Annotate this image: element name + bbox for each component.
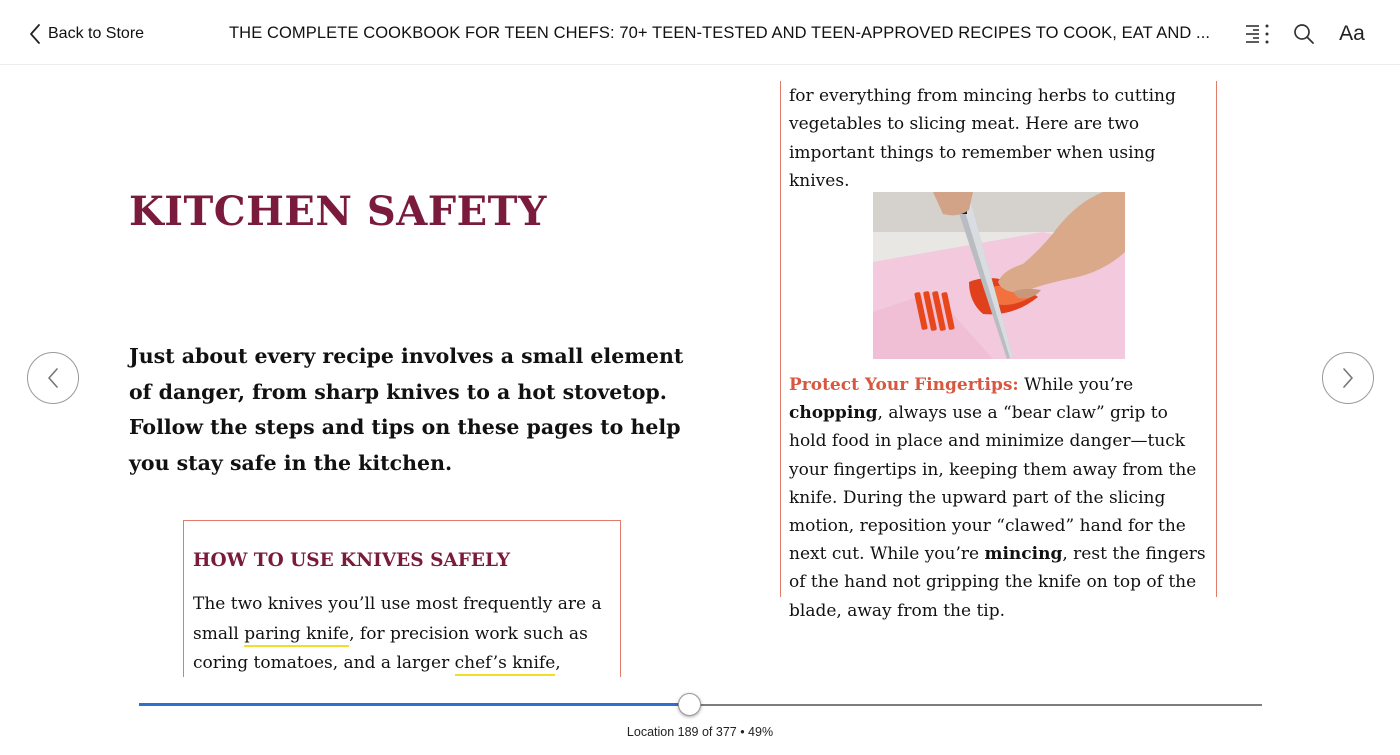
previous-page-button[interactable] [27, 352, 79, 404]
table-of-contents-icon[interactable] [1244, 20, 1272, 48]
highlight-chefs-knife[interactable]: chef’s knife [455, 653, 556, 676]
search-icon[interactable] [1290, 20, 1318, 48]
chevron-left-icon [28, 23, 42, 45]
font-settings-button[interactable]: Aa [1339, 22, 1365, 45]
sidebar-body [193, 590, 603, 677]
top-bar [0, 0, 1400, 65]
back-to-store-label: Back to Store [48, 25, 145, 42]
reading-progress-slider[interactable] [139, 693, 1262, 717]
sidebar-text: , for precision work such as coring tomatoes, and a larger [193, 623, 588, 673]
chevron-right-icon [1341, 367, 1355, 389]
tip-text: , rest the fingers of the hand not gripping the knife on top of the blade, away from the tip. [789, 544, 1206, 621]
knife-safety-sidebar [183, 520, 621, 677]
tip-label: Protect Your Fingertips: [789, 375, 1019, 395]
progress-fill [139, 703, 689, 706]
sidebar-text: , [555, 653, 561, 673]
tip-bold-chopping: chopping [789, 403, 878, 424]
sidebar-heading: HOW TO USE KNIVES SAFELY [193, 550, 511, 571]
sidebar-text: The two knives you’ll use most frequently are a small [193, 594, 602, 644]
back-to-store-button[interactable] [28, 22, 144, 46]
tip-text: , always use a “bear claw” grip to hold food in place and minimize danger—tuck your fingertips in, keeping them away from the knife. During the upward part of the slicing motion, reposition your “clawed” hand for the next cut. While you’re [789, 403, 1197, 565]
book-title: THE COMPLETE COOKBOOK FOR TEEN CHEFS: 70+ TEEN-TESTED AND TEEN-APPROVED RECIPES TO COOK, EAT AND ... [229, 24, 1211, 42]
next-page-button[interactable] [1322, 352, 1374, 404]
highlight-paring-knife[interactable]: paring knife [244, 624, 349, 647]
continued-paragraph: for everything from mincing herbs to cutting vegetables to slicing meat. Here are two important things to remember when using knives. [789, 86, 1176, 191]
intro-paragraph: Just about every recipe involves a small element of danger, from sharp knives to a hot stovetop. Follow the steps and tips on these pages to help you stay safe in the kitchen. [129, 344, 684, 475]
location-indicator: Location 189 of 377 • 49% [626, 725, 774, 739]
chevron-left-icon [46, 367, 60, 389]
fingertips-tip-paragraph [789, 371, 1209, 625]
progress-thumb[interactable] [678, 693, 701, 716]
chapter-title: KITCHEN SAFETY [129, 188, 547, 235]
tip-bold-mincing: mincing [984, 544, 1063, 565]
right-page-column [780, 81, 1217, 621]
knife-cutting-pepper-photo [873, 192, 1125, 359]
tip-text: While you’re [1018, 375, 1134, 395]
